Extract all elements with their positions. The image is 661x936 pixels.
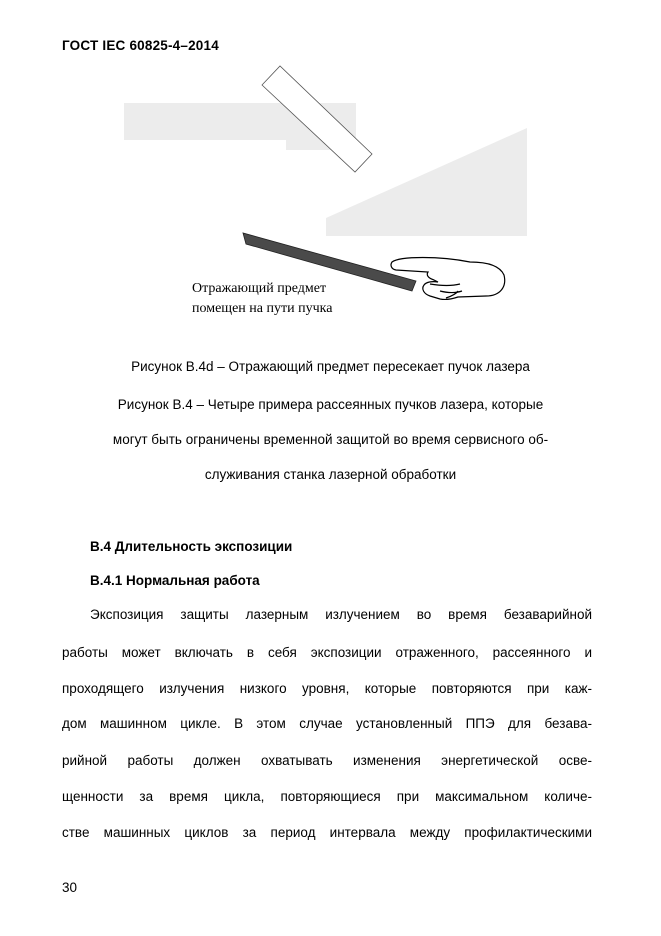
- paragraph-line: дом машинном цикле. В этом случае установленный ППЭ для безава-: [62, 716, 592, 731]
- beam-gap: [286, 150, 326, 218]
- figure-caption-b4d: Рисунок B.4d – Отражающий предмет пересекает пучок лазера: [131, 359, 530, 374]
- figure-b4d: [0, 0, 661, 330]
- subsection-heading: B.4.1 Нормальная работа: [90, 573, 260, 588]
- document-header: ГОСТ IEC 60825-4–2014: [62, 38, 219, 53]
- figure-label-line-1: Отражающий предмет: [192, 281, 327, 296]
- figure-caption-b4-line-1: Рисунок B.4 – Четыре примера рассеянных пучков лазера, которые: [117, 397, 544, 412]
- paragraph-line: щенности за время цикла, повторяющиеся при максимальном количе-: [62, 789, 592, 804]
- figure-caption-b4-line-2: могут быть ограничены временной защитой во время сервисного об-: [112, 432, 549, 447]
- figure-label-line-2: помещен на пути пучка: [192, 301, 333, 316]
- section-heading: B.4 Длительность экспозиции: [90, 539, 293, 554]
- paragraph-line: стве машинных циклов за период интервала между профилактическими: [62, 825, 592, 840]
- paragraph-line: Экспозиция защиты лазерным излучением во время безаварийной: [90, 607, 592, 622]
- paragraph-line: рийной работы должен охватывать изменения энергетической осве-: [62, 753, 592, 768]
- figure-caption-b4-line-3: служивания станка лазерной обработки: [204, 467, 457, 482]
- page-number: 30: [62, 880, 78, 895]
- paragraph-line: проходящего излучения низкого уровня, которые повторяются при каж-: [62, 681, 592, 696]
- paragraph-line: работы может включать в себя экспозиции отраженного, рассеянного и: [62, 645, 592, 660]
